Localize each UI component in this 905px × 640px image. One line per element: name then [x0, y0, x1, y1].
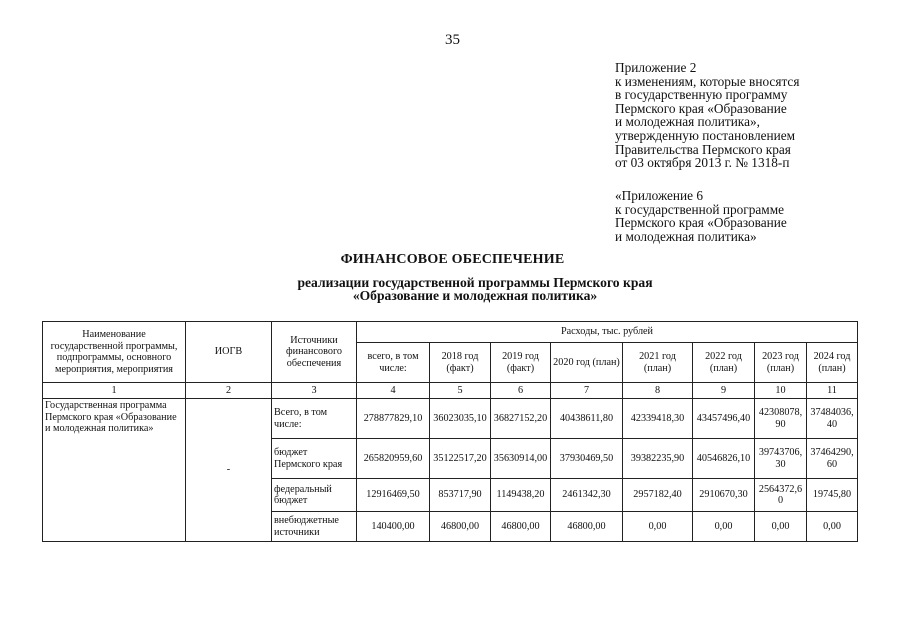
appendix-6-reference: «Приложение 6 к государственной программе Пермского края «Образование и молодежная политика»	[615, 188, 787, 244]
header-2024: 2024 год (план)	[807, 343, 858, 383]
page-number: 35	[445, 32, 460, 48]
column-number: 4	[357, 383, 430, 399]
iogv-cell: -	[186, 399, 272, 542]
value-cell: 140400,00	[357, 512, 430, 542]
value-cell: 2957182,40	[623, 479, 693, 512]
column-number: 11	[807, 383, 858, 399]
value-cell: 46800,00	[551, 512, 623, 542]
value-cell: 37484036,40	[807, 399, 858, 439]
program-name-cell: Государственная программа Пермского края «Образование и молодежная политика»	[43, 399, 186, 542]
header-total: всего, в том числе:	[357, 343, 430, 383]
value-cell: 0,00	[807, 512, 858, 542]
value-cell: 0,00	[693, 512, 755, 542]
table-row	[43, 399, 858, 439]
value-cell: 0,00	[755, 512, 807, 542]
value-cell: 12916469,50	[357, 479, 430, 512]
column-number: 5	[430, 383, 491, 399]
value-cell: 35630914,00	[491, 439, 551, 479]
value-cell: 43457496,40	[693, 399, 755, 439]
column-number: 3	[272, 383, 357, 399]
value-cell: 853717,90	[430, 479, 491, 512]
column-number: 7	[551, 383, 623, 399]
value-cell: 39743706,30	[755, 439, 807, 479]
header-name: Наименование государственной программы, подпрограммы, основного мероприятия, мероприятия	[43, 322, 186, 383]
header-2020: 2020 год (план)	[551, 343, 623, 383]
value-cell: 37464290,60	[807, 439, 858, 479]
value-cell: 40546826,10	[693, 439, 755, 479]
value-cell: 46800,00	[491, 512, 551, 542]
value-cell: 0,00	[623, 512, 693, 542]
column-number: 10	[755, 383, 807, 399]
value-cell: 35122517,20	[430, 439, 491, 479]
source-cell: федеральный бюджет	[272, 479, 357, 512]
column-number-row	[43, 383, 858, 399]
value-cell: 39382235,90	[623, 439, 693, 479]
value-cell: 2461342,30	[551, 479, 623, 512]
financing-table	[42, 321, 858, 542]
value-cell: 37930469,50	[551, 439, 623, 479]
value-cell: 36023035,10	[430, 399, 491, 439]
value-cell: 42339418,30	[623, 399, 693, 439]
value-cell: 2910670,30	[693, 479, 755, 512]
value-cell: 42308078,90	[755, 399, 807, 439]
appendix-2-reference: Приложение 2 к изменениям, которые вносятся в государственную программу Пермского края «Образование и молодежная политика», утвержденную постановлением Правительства Пермского края от 03 октября 2013 г. № 1318-п	[615, 60, 800, 171]
value-cell: 46800,00	[430, 512, 491, 542]
header-iogv: ИОГВ	[186, 322, 272, 383]
value-cell: 36827152,20	[491, 399, 551, 439]
source-cell: Всего, в том числе:	[272, 399, 357, 439]
header-2018: 2018 год (факт)	[430, 343, 491, 383]
header-2021: 2021 год (план)	[623, 343, 693, 383]
column-number: 2	[186, 383, 272, 399]
header-2019: 2019 год (факт)	[491, 343, 551, 383]
header-expenses: Расходы, тыс. рублей	[357, 322, 858, 343]
column-number: 9	[693, 383, 755, 399]
source-cell: бюджет Пермского края	[272, 439, 357, 479]
document-title: ФИНАНСОВОЕ ОБЕСПЕЧЕНИЕ	[340, 252, 565, 267]
value-cell: 19745,80	[807, 479, 858, 512]
header-2023: 2023 год (план)	[755, 343, 807, 383]
header-2022: 2022 год (план)	[693, 343, 755, 383]
value-cell: 1149438,20	[491, 479, 551, 512]
value-cell: 2564372,60	[755, 479, 807, 512]
value-cell: 278877829,10	[357, 399, 430, 439]
column-number: 6	[491, 383, 551, 399]
source-cell: внебюджетные источники	[272, 512, 357, 542]
document-subtitle: реализации государственной программы Пермского края «Образование и молодежная политика»	[297, 275, 653, 303]
value-cell: 40438611,80	[551, 399, 623, 439]
value-cell: 265820959,60	[357, 439, 430, 479]
column-number: 8	[623, 383, 693, 399]
header-sources: Источники финансового обеспечения	[272, 322, 357, 383]
column-number: 1	[43, 383, 186, 399]
